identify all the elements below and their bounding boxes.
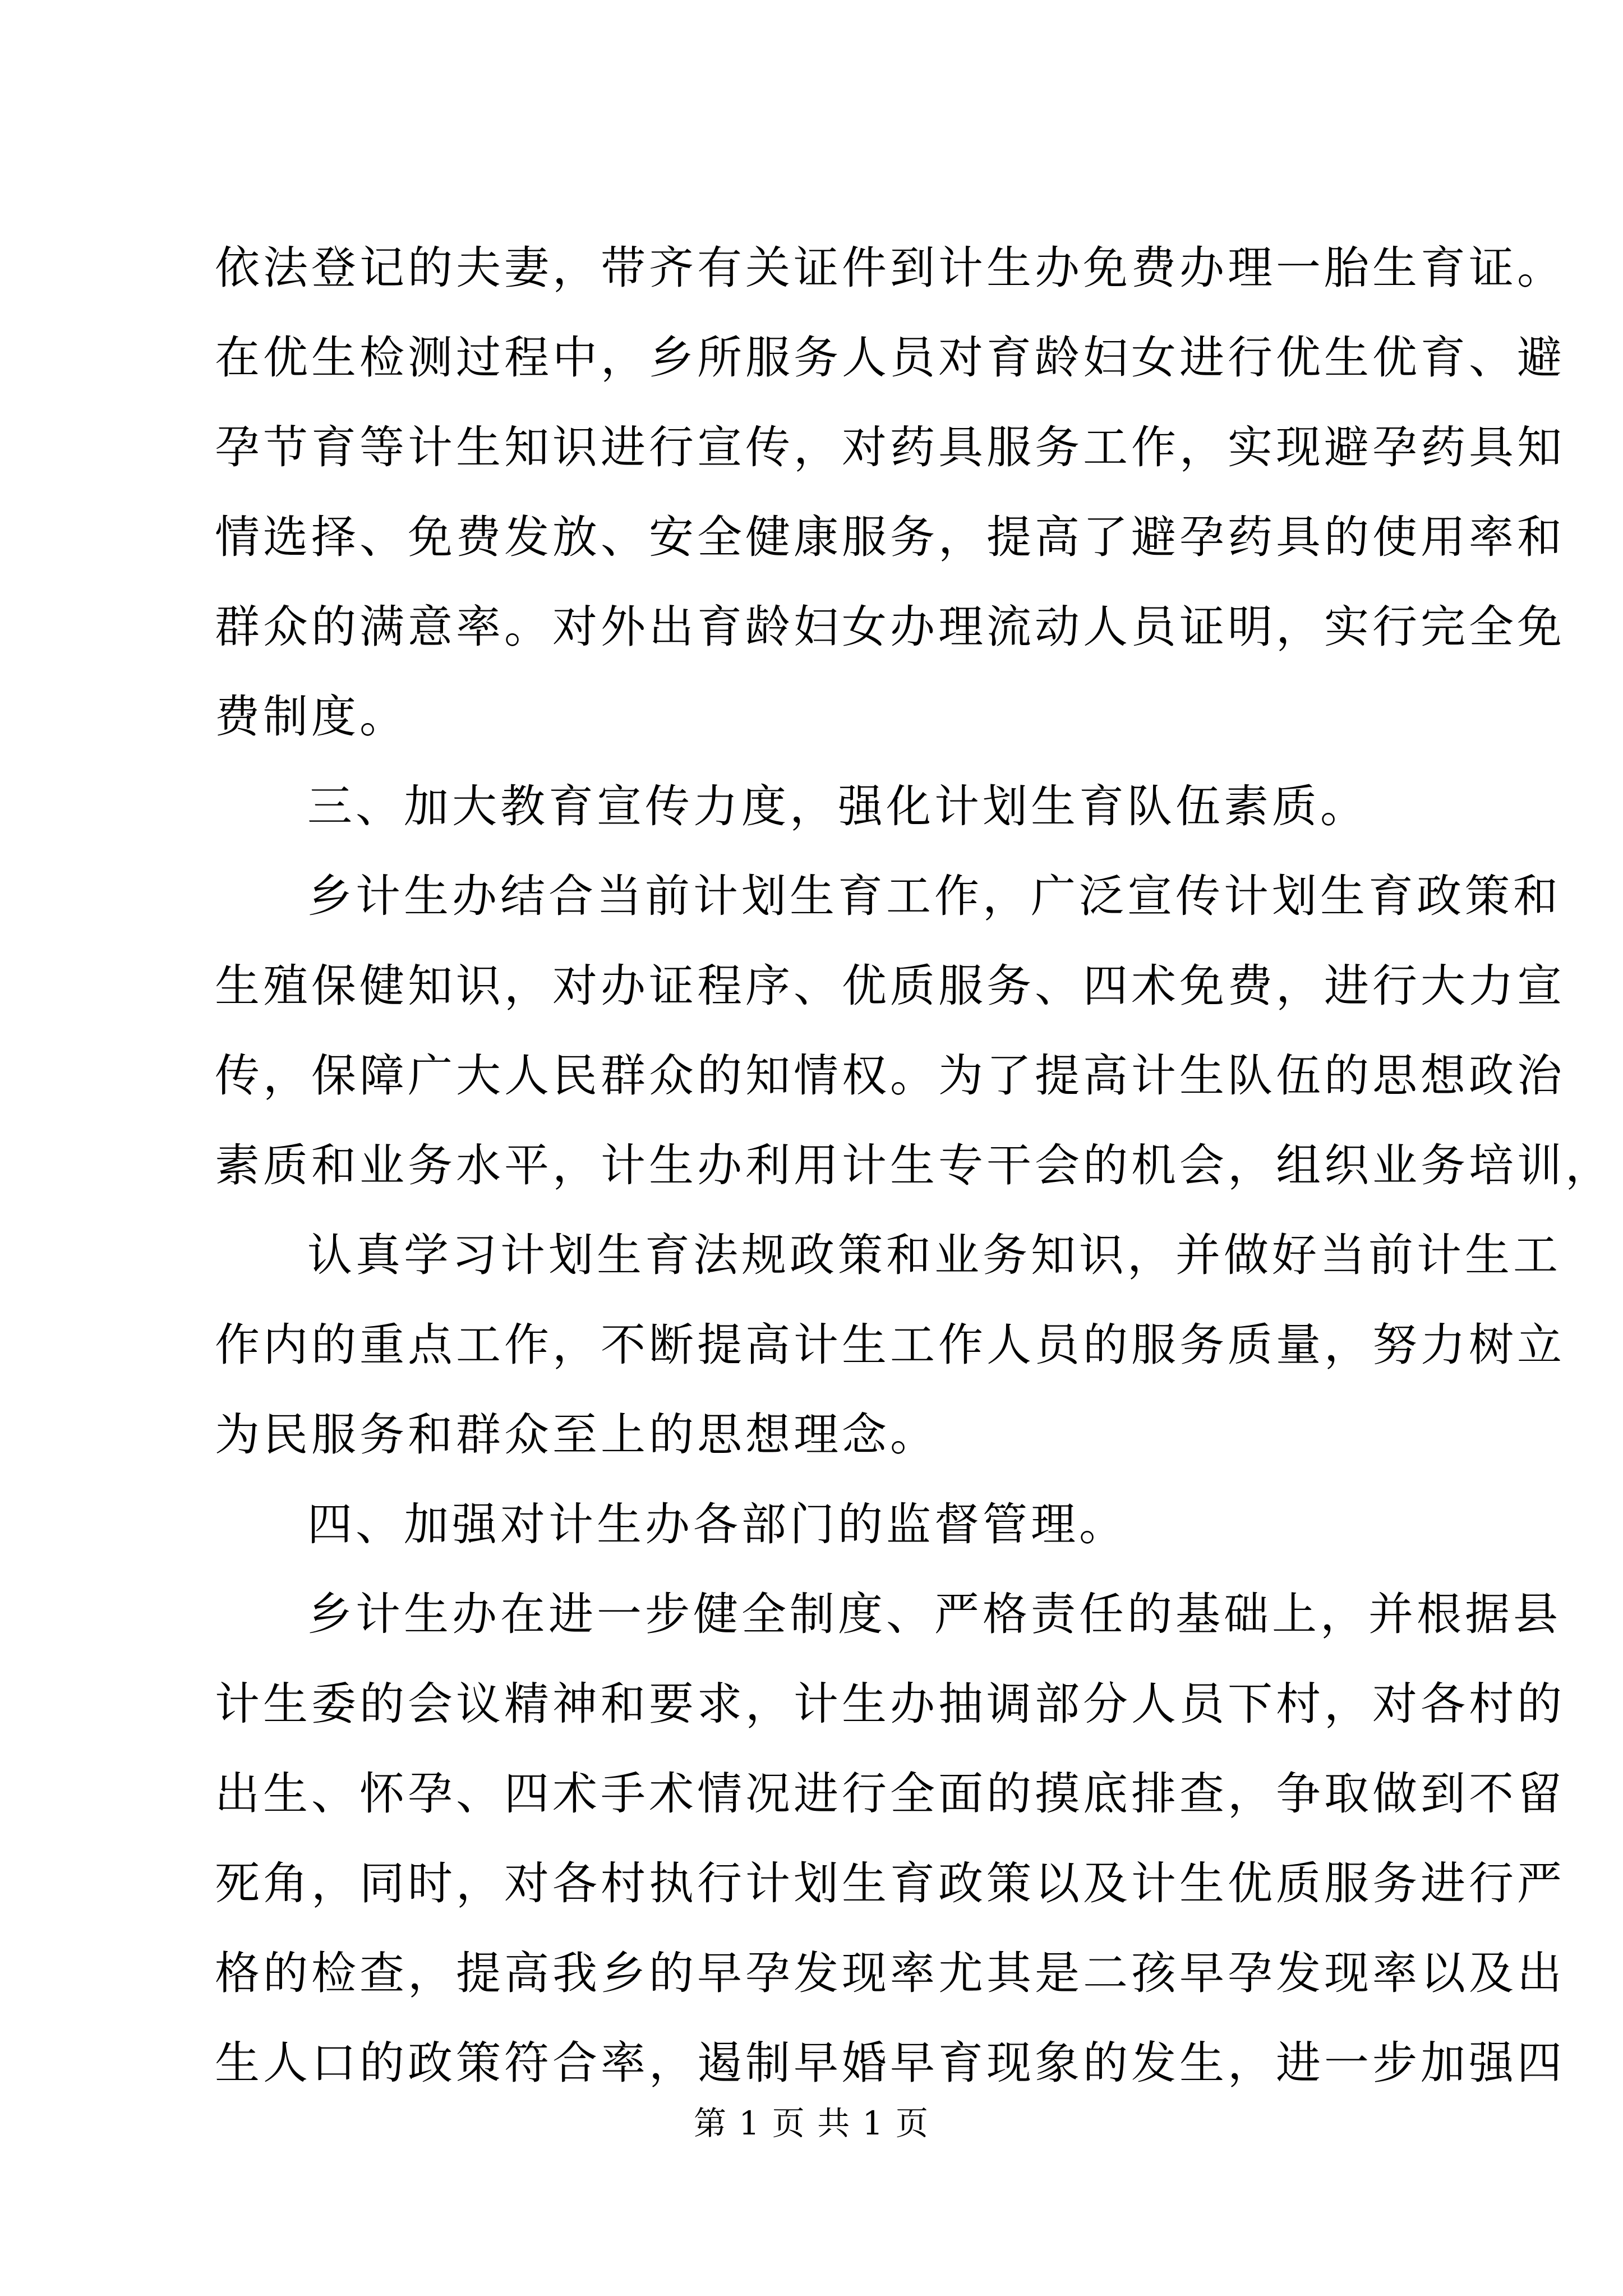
section-heading: 四、加强对计生办各部门的监督管理。: [307, 1498, 1127, 1550]
text-line: 依法登记的夫妻，带齐有关证件到计生办免费办理一胎生育证。: [215, 242, 1565, 294]
text-line: 生人口的政策符合率，遏制早婚早育现象的发生，进一步加强四: [215, 2037, 1565, 2089]
text-line: 为民服务和群众至上的思想理念。: [215, 1409, 938, 1461]
text-line: 格的检查，提高我乡的早孕发现率尤其是二孩早孕发现率以及出: [215, 1947, 1565, 1999]
text-line: 死角，同时，对各村执行计划生育政策以及计生优质服务进行严: [215, 1857, 1565, 1910]
document-body: [215, 223, 1613, 2108]
text-line: 乡计生办在进一步健全制度、严格责任的基础上，并根据县: [307, 1588, 1561, 1640]
text-line: 素质和业务水平，计生办利用计生专干会的机会，组织业务培训，: [215, 1139, 1613, 1191]
page-footer: 第 1 页 共 1 页: [694, 2104, 929, 2142]
text-line: 出生、怀孕、四术手术情况进行全面的摸底排查，争取做到不留: [215, 1768, 1565, 1820]
text-line: 乡计生办结合当前计划生育工作，广泛宣传计划生育政策和: [307, 870, 1561, 922]
text-line: 计生委的会议精神和要求，计生办抽调部分人员下村，对各村的: [215, 1678, 1565, 1730]
text-line: 费制度。: [215, 691, 408, 743]
text-line: 群众的满意率。对外出育龄妇女办理流动人员证明，实行完全免: [215, 601, 1565, 653]
text-line: 情选择、免费发放、安全健康服务，提高了避孕药具的使用率和: [215, 511, 1565, 563]
text-line: 生殖保健知识，对办证程序、优质服务、四术免费，进行大力宣: [215, 960, 1565, 1012]
text-line: 传，保障广大人民群众的知情权。为了提高计生队伍的思想政治: [215, 1050, 1565, 1102]
text-line: 在优生检测过程中，乡所服务人员对育龄妇女进行优生优育、避: [215, 332, 1565, 384]
text-line: 作内的重点工作，不断提高计生工作人员的服务质量，努力树立: [215, 1319, 1565, 1371]
text-line: 孕节育等计生知识进行宣传，对药具服务工作，实现避孕药具知: [215, 421, 1565, 473]
section-heading: 三、加大教育宣传力度，强化计划生育队伍素质。: [307, 780, 1368, 832]
text-line: 认真学习计划生育法规政策和业务知识，并做好当前计生工: [307, 1229, 1561, 1281]
